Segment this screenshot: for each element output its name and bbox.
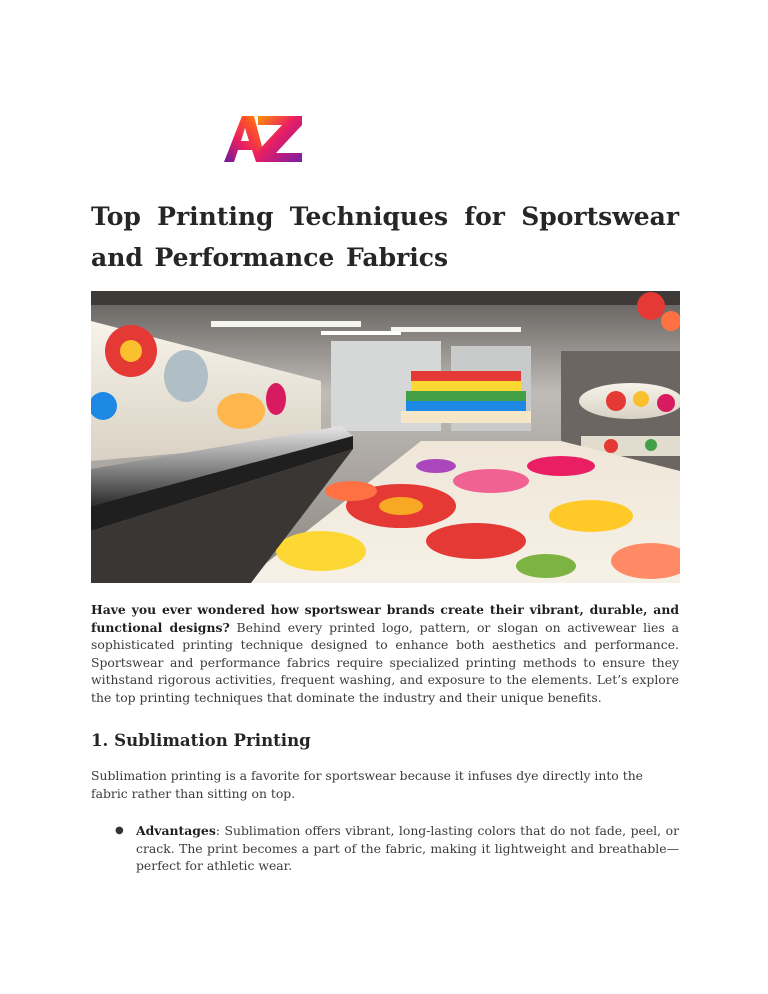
bullet-label: Advantages: [136, 823, 216, 838]
intro-body: Behind every printed logo, pattern, or slogan on activewear lies a sophisticated printing technique designed to enhance both aesthetics and performance. Sportswear and performance fabrics require specialized printing methods to ensure they withstand rigorous activities, frequent washing, and exposure to the elements. Let’s explore the top printing techniques that dominate the industry and their unique benefits.: [91, 619, 679, 705]
fabric-printing-factory-image: [91, 291, 680, 583]
intro-paragraph: [91, 601, 679, 707]
section-paragraph: Sublimation printing is a favorite for sportswear because it infuses dye directly into the fabric rather than sitting on top.: [91, 768, 644, 801]
bullet-list: [91, 822, 679, 875]
intro-lead: Have you ever wondered how sportswear brands create their vibrant, durable, and functional designs?: [91, 602, 679, 635]
document-title: Top Printing Techniques for Sportswear and Performance Fabrics: [91, 202, 679, 272]
az-logo: [222, 114, 304, 164]
bullet-icon: ●: [115, 825, 124, 836]
bullet-item: [91, 822, 679, 875]
bullet-text: : Sublimation offers vibrant, long-lasting colors that do not fade, peel, or crack. The print becomes a part of the fabric, making it lightweight and breathable—perfect for athletic wear.: [136, 823, 679, 874]
section-heading-sublimation: 1. Sublimation Printing: [91, 730, 311, 750]
az-logo-icon: [222, 114, 304, 164]
